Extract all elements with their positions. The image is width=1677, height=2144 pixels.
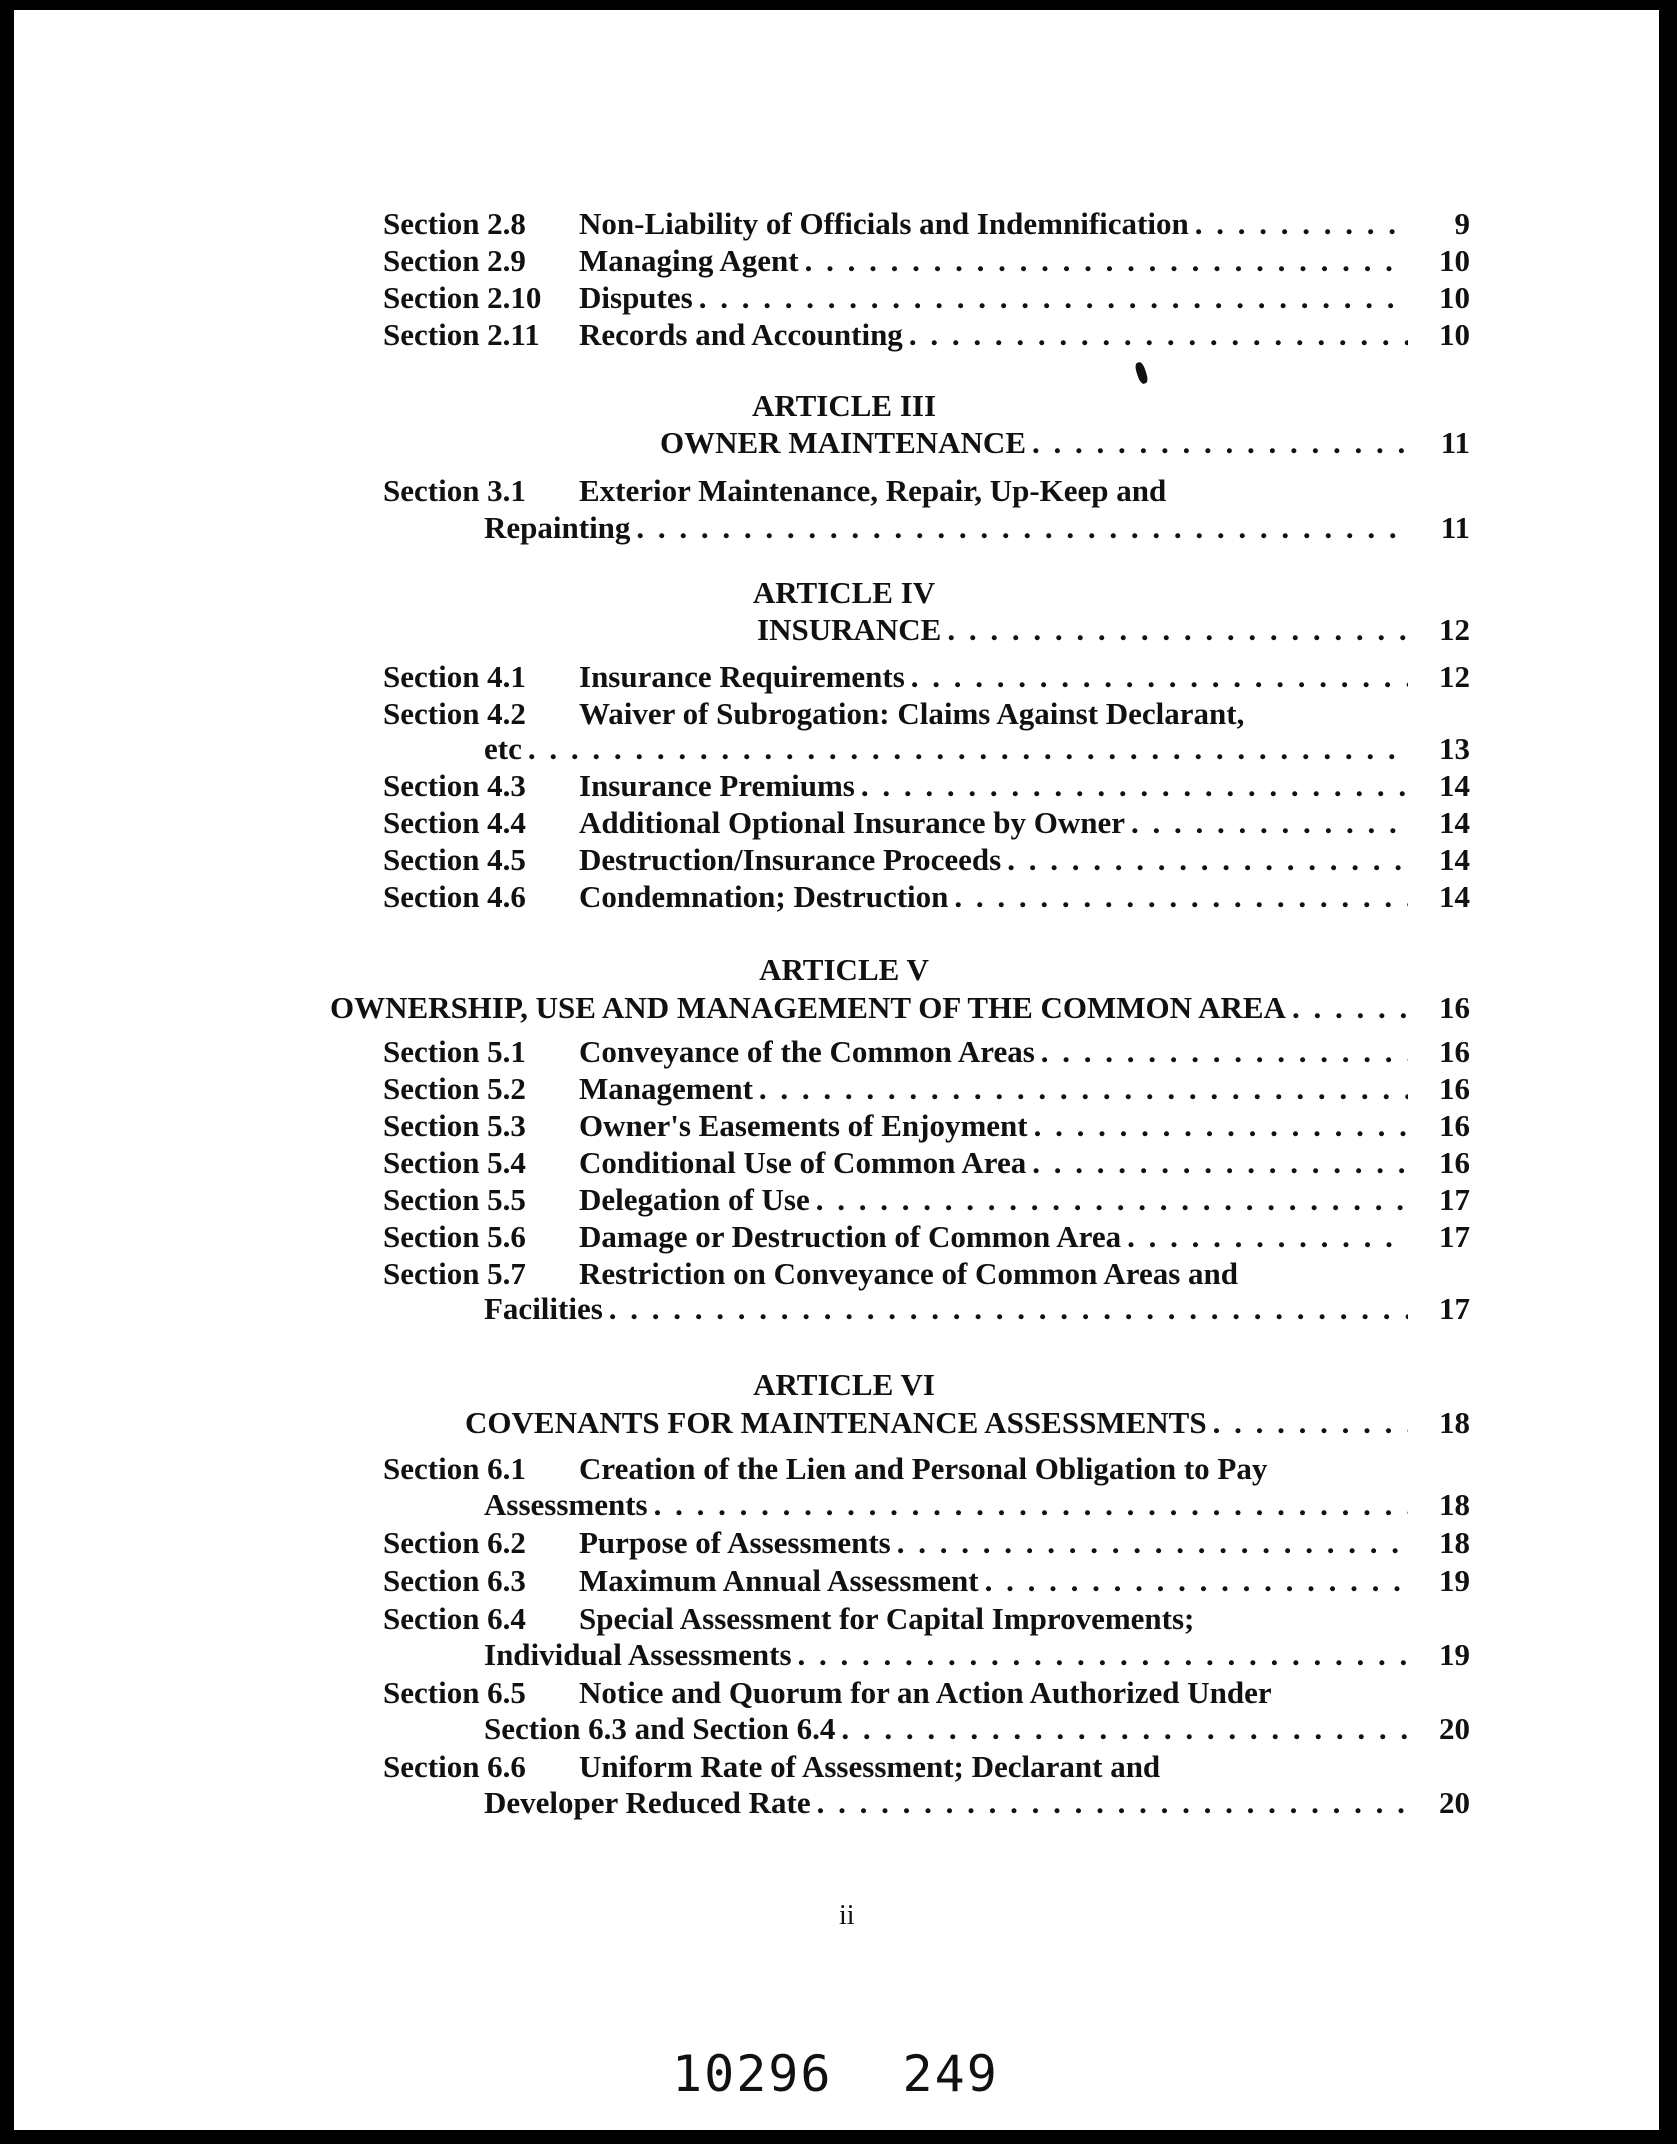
- section-title: Records and Accounting: [579, 317, 903, 352]
- page-number: 14: [1439, 842, 1470, 877]
- section-number: Section 4.2: [383, 696, 526, 731]
- toc-row: [383, 1601, 1414, 1637]
- document-page: [14, 10, 1659, 2130]
- page-number: 14: [1439, 879, 1470, 914]
- section-number: Section 4.1: [383, 659, 526, 694]
- section-number: Section 5.1: [383, 1034, 526, 1069]
- section-title: Management: [579, 1071, 753, 1106]
- toc-row: [484, 731, 1414, 767]
- page-number: 16: [1439, 990, 1470, 1025]
- dot-leader: [1007, 842, 1408, 878]
- page-number: 18: [1439, 1525, 1470, 1560]
- section-number: Section 6.1: [383, 1451, 526, 1486]
- page-number: 10: [1439, 243, 1470, 278]
- article-heading: ARTICLE V: [759, 952, 929, 987]
- section-number: Section 5.4: [383, 1145, 526, 1180]
- page-number-roman: ii: [839, 1900, 855, 1931]
- toc-row: [383, 1749, 1414, 1785]
- dot-leader: [528, 731, 1408, 767]
- toc-row: [484, 1487, 1414, 1523]
- section-title: Exterior Maintenance, Repair, Up-Keep and: [579, 473, 1167, 508]
- page-number: 14: [1439, 768, 1470, 803]
- section-title: etc: [484, 731, 522, 766]
- dot-leader: [1213, 1405, 1408, 1441]
- section-title: Conditional Use of Common Area: [579, 1145, 1027, 1180]
- toc-row: [383, 473, 1414, 509]
- section-number: Section 2.10: [383, 280, 542, 315]
- section-number: Section 5.6: [383, 1219, 526, 1254]
- section-number: Section 5.5: [383, 1182, 526, 1217]
- page-number: 16: [1439, 1071, 1470, 1106]
- toc-row: [383, 1071, 1414, 1107]
- section-number: Section 6.5: [383, 1675, 526, 1710]
- section-title: Insurance Premiums: [579, 768, 855, 803]
- section-title: Owner's Easements of Enjoyment: [579, 1108, 1028, 1143]
- section-number: Section 4.3: [383, 768, 526, 803]
- section-title: Repainting: [484, 510, 631, 545]
- section-title: Uniform Rate of Assessment; Declarant and: [579, 1749, 1161, 1784]
- page-number: 18: [1439, 1405, 1470, 1440]
- section-number: Section 4.6: [383, 879, 526, 914]
- section-title: Creation of the Lien and Personal Obligation to Pay: [579, 1451, 1268, 1486]
- stamp-number-right: 249: [902, 2045, 999, 2103]
- dot-leader: [841, 1711, 1408, 1747]
- section-title: Assessments: [484, 1487, 648, 1522]
- dot-leader: [805, 243, 1408, 279]
- section-number: Section 5.7: [383, 1256, 526, 1291]
- page-number: 16: [1439, 1145, 1470, 1180]
- dot-leader: [798, 1637, 1408, 1673]
- section-number: Section 6.6: [383, 1749, 526, 1784]
- article-subheading-row: [330, 990, 1414, 1026]
- stamp-number-left: 10296: [672, 2045, 833, 2103]
- toc-row: [383, 243, 1414, 279]
- page-number: 9: [1454, 206, 1470, 241]
- section-title: Section 6.3 and Section 6.4: [484, 1711, 836, 1746]
- article-subheading: INSURANCE: [757, 612, 942, 647]
- page-number: 10: [1439, 317, 1470, 352]
- dot-leader: [699, 280, 1408, 316]
- section-number: Section 3.1: [383, 473, 526, 508]
- toc-row: [383, 1256, 1414, 1292]
- dot-leader: [654, 1487, 1408, 1523]
- section-title: Developer Reduced Rate: [484, 1785, 811, 1820]
- toc-row: [383, 842, 1414, 878]
- toc-row: [383, 805, 1414, 841]
- article-subheading-row: [660, 425, 1414, 461]
- toc-row: [383, 317, 1414, 353]
- article-subheading: COVENANTS FOR MAINTENANCE ASSESSMENTS: [465, 1405, 1207, 1440]
- section-title: Maximum Annual Assessment: [579, 1563, 979, 1598]
- toc-row: [383, 1525, 1414, 1561]
- toc-row: [383, 1182, 1414, 1218]
- section-title: Individual Assessments: [484, 1637, 792, 1672]
- dot-leader: [636, 510, 1408, 546]
- section-number: Section 2.9: [383, 243, 526, 278]
- page-number: 17: [1439, 1219, 1470, 1254]
- dot-leader: [1195, 206, 1408, 242]
- dot-leader: [1131, 805, 1408, 841]
- section-title: Delegation of Use: [579, 1182, 810, 1217]
- page-number: 19: [1439, 1637, 1470, 1672]
- page-number: 13: [1439, 731, 1470, 766]
- dot-leader: [897, 1525, 1408, 1561]
- dot-leader: [861, 768, 1408, 804]
- section-title: Restriction on Conveyance of Common Areas and: [579, 1256, 1239, 1291]
- toc-row: [383, 659, 1414, 695]
- section-title: Managing Agent: [579, 243, 799, 278]
- toc-row: [484, 1785, 1414, 1821]
- dot-leader: [1034, 1108, 1408, 1144]
- dot-leader: [759, 1071, 1408, 1107]
- page-number: 17: [1439, 1182, 1470, 1217]
- section-number: Section 6.4: [383, 1601, 526, 1636]
- dot-leader: [817, 1785, 1408, 1821]
- section-number: Section 2.11: [383, 317, 540, 352]
- page-number: 14: [1439, 805, 1470, 840]
- article-heading: ARTICLE VI: [753, 1367, 935, 1402]
- dot-leader: [1032, 1145, 1408, 1181]
- article-subheading-row: [465, 1405, 1414, 1441]
- toc-row: [383, 1451, 1414, 1487]
- toc-row: [383, 280, 1414, 316]
- section-number: Section 6.2: [383, 1525, 526, 1560]
- page-number: 20: [1439, 1785, 1470, 1820]
- page-number: 11: [1440, 510, 1470, 545]
- toc-row: [383, 768, 1414, 804]
- toc-row: [383, 206, 1414, 242]
- section-title: Destruction/Insurance Proceeds: [579, 842, 1002, 877]
- section-title: Non-Liability of Officials and Indemnification: [579, 206, 1189, 241]
- toc-row: [383, 1108, 1414, 1144]
- page-number: 19: [1439, 1563, 1470, 1598]
- article-heading: ARTICLE III: [751, 388, 937, 423]
- section-title: Notice and Quorum for an Action Authorized Under: [579, 1675, 1272, 1710]
- dot-leader: [1292, 990, 1408, 1026]
- dot-leader: [947, 612, 1408, 648]
- toc-row: [383, 1034, 1414, 1070]
- article-heading: ARTICLE IV: [752, 575, 936, 610]
- section-number: Section 4.4: [383, 805, 526, 840]
- section-number: Section 5.2: [383, 1071, 526, 1106]
- dot-leader: [909, 317, 1408, 353]
- article-subheading: OWNER MAINTENANCE: [660, 425, 1026, 460]
- toc-row: [383, 879, 1414, 915]
- toc-row: [484, 1711, 1414, 1747]
- dot-leader: [1041, 1034, 1408, 1070]
- section-title: Condemnation; Destruction: [579, 879, 949, 914]
- toc-row: [383, 696, 1414, 732]
- toc-row: [383, 1219, 1414, 1255]
- section-title: Insurance Requirements: [579, 659, 905, 694]
- section-title: Damage or Destruction of Common Area: [579, 1219, 1122, 1254]
- article-subheading: OWNERSHIP, USE AND MANAGEMENT OF THE COMMON AREA: [330, 990, 1286, 1025]
- section-number: Section 6.3: [383, 1563, 526, 1598]
- section-number: Section 5.3: [383, 1108, 526, 1143]
- table-of-contents: [14, 10, 1659, 2130]
- section-title: Special Assessment for Capital Improvements;: [579, 1601, 1195, 1636]
- dot-leader: [985, 1563, 1408, 1599]
- toc-row: [383, 1675, 1414, 1711]
- toc-row: [484, 1291, 1414, 1327]
- dot-leader: [816, 1182, 1408, 1218]
- section-title: Disputes: [579, 280, 693, 315]
- section-title: Facilities: [484, 1291, 603, 1326]
- page-number: 20: [1439, 1711, 1470, 1746]
- page-number: 12: [1439, 659, 1470, 694]
- toc-row: [383, 1563, 1414, 1599]
- toc-row: [383, 1145, 1414, 1181]
- section-number: Section 4.5: [383, 842, 526, 877]
- toc-row: [484, 510, 1414, 546]
- page-number: 16: [1439, 1034, 1470, 1069]
- dot-leader: [1127, 1219, 1408, 1255]
- page-number: 12: [1439, 612, 1470, 647]
- dot-leader: [954, 879, 1408, 915]
- dot-leader: [911, 659, 1408, 695]
- section-title: Additional Optional Insurance by Owner: [579, 805, 1126, 840]
- page-number: 17: [1439, 1291, 1470, 1326]
- section-title: Purpose of Assessments: [579, 1525, 891, 1560]
- section-title: Conveyance of the Common Areas: [579, 1034, 1035, 1069]
- article-subheading-row: [757, 612, 1414, 648]
- section-title: Waiver of Subrogation: Claims Against Declarant,: [579, 696, 1245, 731]
- toc-row: [484, 1637, 1414, 1673]
- section-number: Section 2.8: [383, 206, 526, 241]
- dot-leader: [609, 1291, 1408, 1327]
- page-number: 10: [1439, 280, 1470, 315]
- dot-leader: [1032, 425, 1408, 461]
- page-number: 11: [1440, 425, 1470, 460]
- page-number: 18: [1439, 1487, 1470, 1522]
- page-number: 16: [1439, 1108, 1470, 1143]
- document-stamp: [672, 2045, 1069, 2103]
